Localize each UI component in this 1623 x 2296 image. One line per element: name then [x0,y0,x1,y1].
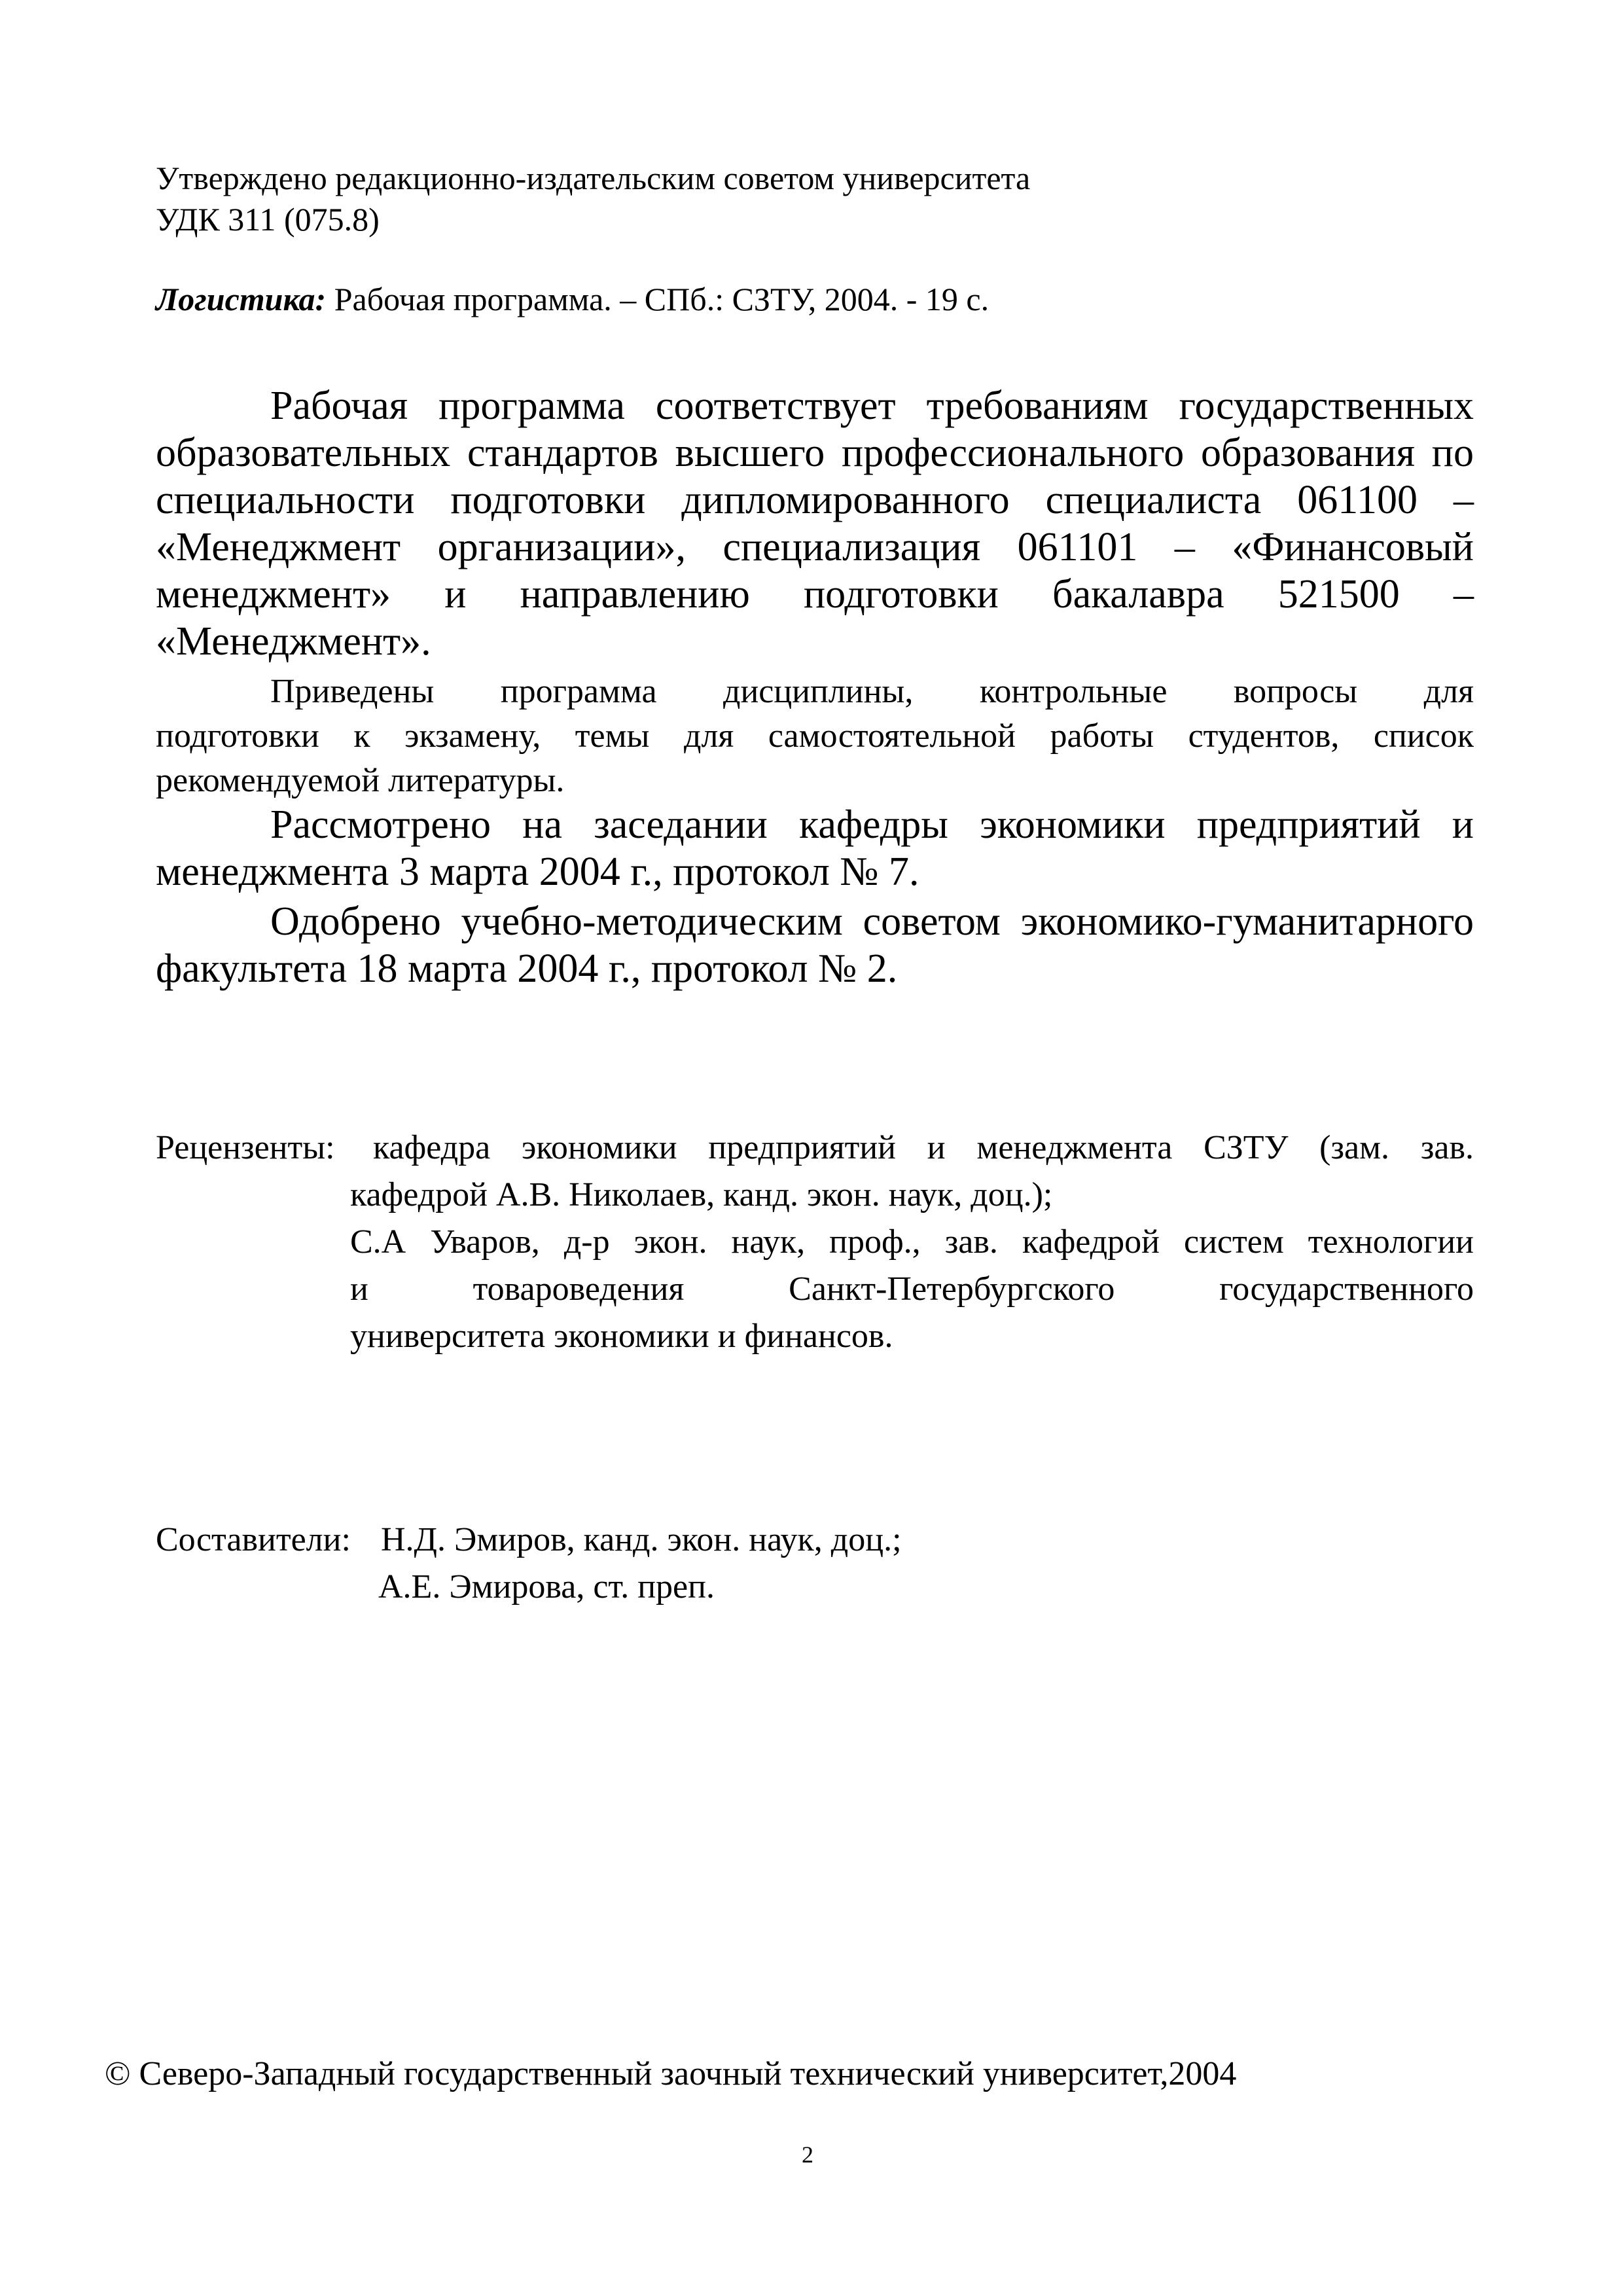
contents-paragraph [156,670,1474,803]
approval-note: Утверждено редакционно-издательским советом университета [156,160,1031,196]
copyright-notice: © Северо-Западный государственный заочный технический университет,2004 [105,2055,1237,2092]
council-approval-line: Одобрено учебно-методическим советом экономико-гуманитарного [270,899,1474,944]
reviewers-label: Рецензенты: [156,1129,335,1166]
department-review-paragraph [156,801,1474,895]
contents-line: Приведены программа дисциплины, контрольные вопросы для [270,673,1474,710]
department-review-line: менеджмента 3 марта 2004 г., протокол № 7. [156,850,919,894]
annotation-line: специальности подготовки дипломированного специалиста 061100 – [156,478,1474,522]
citation-line [156,277,989,321]
annotation-line: «Менеджмент организации», специализация 061101 – «Финансовый [156,525,1474,569]
reviewers-block [373,1124,1474,1172]
annotation-line: Рабочая программа соответствует требованиям государственных [270,384,1474,428]
reviewer-line: кафедра экономики предприятий и менеджмента СЗТУ (зам. зав. [373,1129,1474,1166]
citation-details: Рабочая программа. – СПб.: СЗТУ, 2004. - 19 с. [326,281,990,317]
reviewer-line: кафедрой А.В. Николаев, канд. экон. наук, доц.); [350,1176,1053,1213]
reviewers-block-continued [350,1172,1474,1360]
reviewer-line: С.А Уваров, д-р экон. наук, проф., зав. кафедрой систем технологии [350,1223,1474,1261]
annotation-paragraph [156,382,1474,665]
council-approval-paragraph [156,898,1474,992]
udk-code: УДК 311 (075.8) [156,201,380,238]
page-number: 2 [802,2142,813,2168]
department-review-line: Рассмотрено на заседании кафедры экономики предприятий и [270,802,1474,847]
compiler-line: Н.Д. Эмиров, канд. экон. наук, доц.; [381,1521,902,1558]
annotation-line: образовательных стандартов высшего профессионального образования по [156,431,1474,475]
contents-line: рекомендуемой литературы. [156,762,565,799]
citation-title: Логистика: [156,281,327,317]
council-approval-line: факультета 18 марта 2004 г., протокол № 2. [156,946,898,991]
annotation-line: менеджмент» и направлению подготовки бакалавра 521500 – [156,572,1474,617]
reviewer-line: и товароведения Санкт-Петербургского государственного [350,1270,1474,1308]
reviewer-line: университета экономики и финансов. [350,1318,893,1355]
compilers-label: Составители: [156,1521,351,1558]
annotation-line: «Менеджмент». [156,619,431,664]
contents-line: подготовки к экзамену, темы для самостоятельной работы студентов, список [156,717,1474,755]
compiler-line: А.Е. Эмирова, ст. преп. [378,1568,715,1605]
